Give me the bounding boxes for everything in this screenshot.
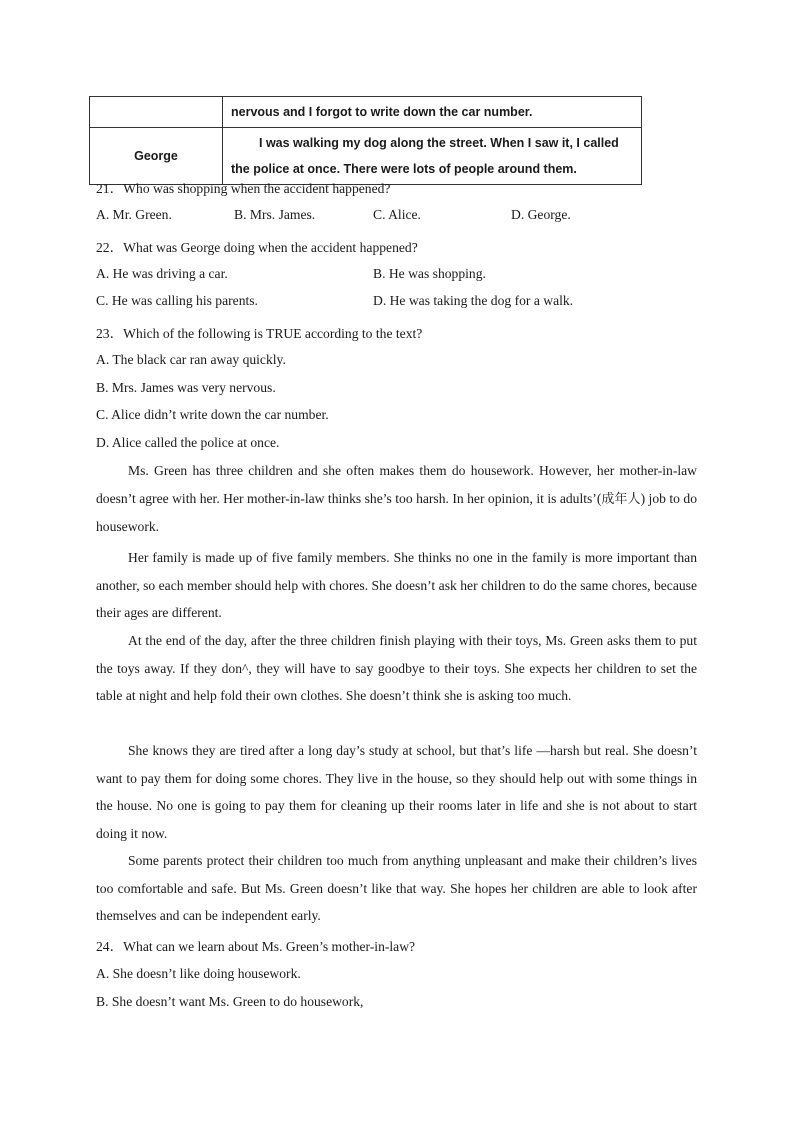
q24-option-b: B. She doesn’t want Ms. Green to do housework, <box>96 994 364 1009</box>
q23-option-c: C. Alice didn’t write down the car number. <box>96 407 329 422</box>
q22-option-b: B. He was shopping. <box>373 266 486 281</box>
table-row <box>90 128 642 185</box>
q21-option-b: B. Mrs. James. <box>234 207 316 222</box>
passage-paragraph-4: She knows they are tired after a long day’s study at school, but that’s life —harsh but real. She doesn’t want to pay them for doing some chores. They live in the house, so they should help out with some things in the house. No one is going to pay them for cleaning up their rooms later in life and she is not about to start doing it now. <box>96 743 697 841</box>
question-21-stem: 21．Who was shopping when the accident happened? <box>96 181 391 196</box>
q22-option-c: C. He was calling his parents. <box>96 293 258 308</box>
q22-option-a: A. He was driving a car. <box>96 266 228 281</box>
q21-option-a: A. Mr. Green. <box>96 207 172 222</box>
passage-paragraph-2: Her family is made up of five family members. She thinks no one in the family is more important than another, so each member should help with chores. She doesn’t ask her children to do the same chores, because their ages are different. <box>96 550 697 621</box>
table-row <box>90 97 642 128</box>
passage-paragraph-5: Some parents protect their children too much from anything unpleasant and make their children’s lives too comfortable and safe. But Ms. Green doesn’t like that way. She hopes her children are able to look after themselves and can be independent early. <box>96 853 697 924</box>
q22-option-d: D. He was taking the dog for a walk. <box>373 293 574 308</box>
witness-statement: nervous and I forgot to write down the car number. <box>223 97 642 128</box>
q23-option-d: D. Alice called the police at once. <box>96 435 280 450</box>
q23-option-b: B. Mrs. James was very nervous. <box>96 380 276 395</box>
q21-option-d: D. George. <box>511 207 571 222</box>
question-24-stem: 24．What can we learn about Ms. Green’s mother-in-law? <box>96 939 416 954</box>
q21-option-c: C. Alice. <box>373 207 421 222</box>
question-23-stem: 23．Which of the following is TRUE according to the text? <box>96 326 423 341</box>
q23-option-a: A. The black car ran away quickly. <box>96 352 286 367</box>
passage-paragraph-1: Ms. Green has three children and she often makes them do housework. However, her mother-in-law doesn’t agree with her. Her mother-in-law thinks she’s too harsh. In her opinion, it is adults’(成年人) job to do housework. <box>96 463 697 535</box>
passage-paragraph-3: At the end of the day, after the three children finish playing with their toys, Ms. Green asks them to put the toys away. If they don^, they will have to say goodbye to their toys. She expects her children to set the table at night and help fold their own clothes. She doesn’t think she is asking too much. <box>96 633 697 704</box>
chinese-gloss: 成年人 <box>601 491 641 507</box>
witness-statement: I was walking my dog along the street. When I saw it, I called the police at once. There were lots of people around them. <box>223 128 642 185</box>
witness-table <box>89 96 642 185</box>
witness-name: George <box>90 128 223 185</box>
witness-name <box>90 97 223 128</box>
q24-option-a: A. She doesn’t like doing housework. <box>96 966 301 981</box>
question-22-stem: 22．What was George doing when the accident happened? <box>96 240 418 255</box>
